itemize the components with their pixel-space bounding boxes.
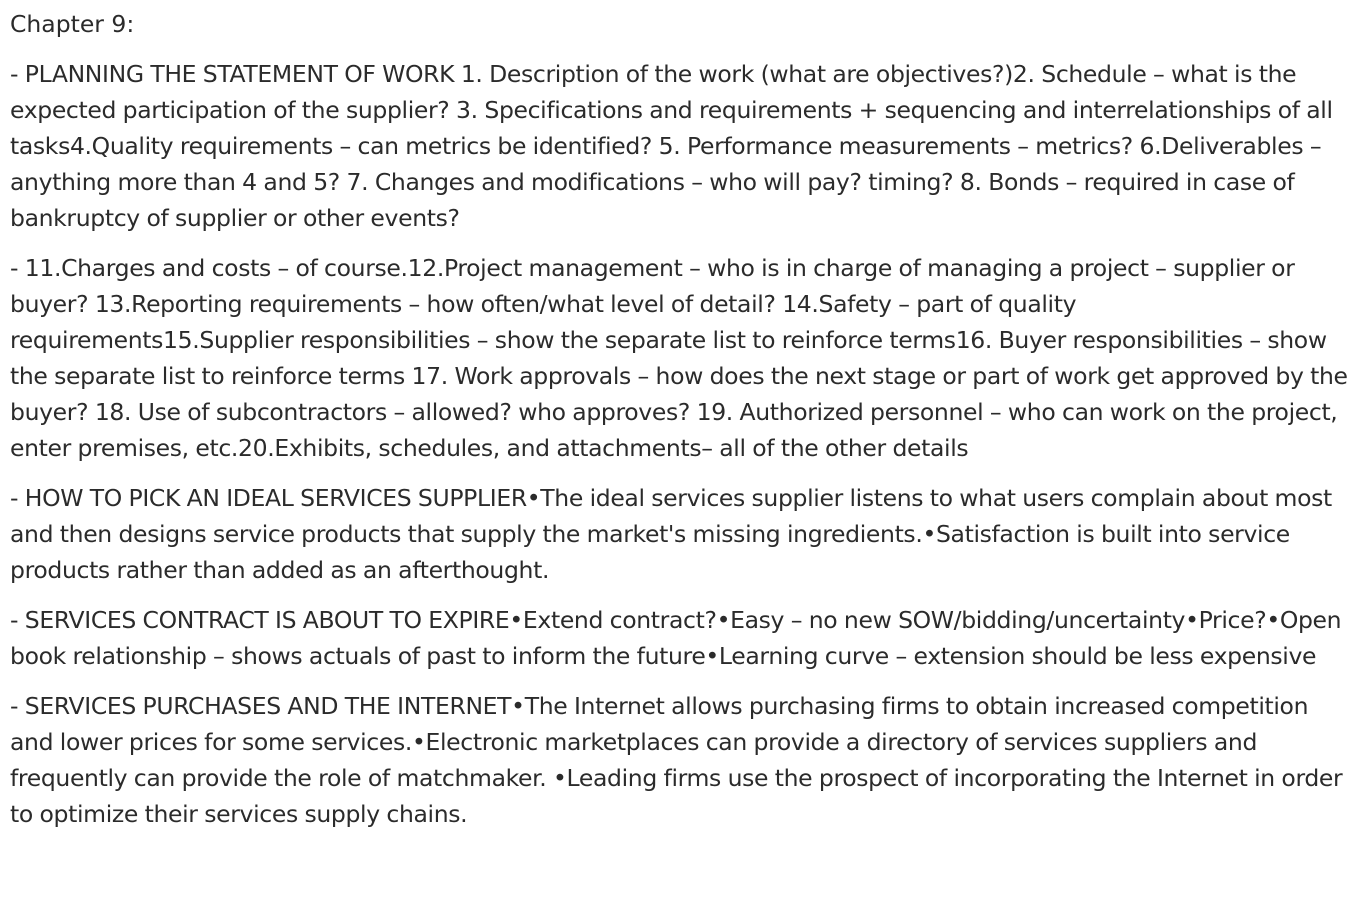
section-internet-purchases: - SERVICES PURCHASES AND THE INTERNET•The Internet allows purchasing firms to obtain increased competition and lower prices for some services.•Electronic marketplaces can provide a directory of services suppliers and frequently can provide the role of matchmaker. •Leading firms use the prospect of incorporating the Internet in order to optimize their services supply chains. xyxy=(10,692,1343,828)
section-sow-continued: - 11.Charges and costs – of course.12.Project management – who is in charge of managing a project – supplier or buyer? 13.Reporting requirements – how often/what level of detail? 14.Safety – part of quality requirements15.Supplier responsibilities – show the separate list to reinforce terms16. Buyer responsibilities – show the separate list to reinforce terms 17. Work approvals – how does the next stage or part of work get approved by the buyer? 18. Use of subcontractors – allowed? who approves? 19. Authorized personnel – who can work on the project, enter premises, etc.20.Exhibits, schedules, and attachments– all of the other details xyxy=(10,254,1348,462)
section-contract-expire: - SERVICES CONTRACT IS ABOUT TO EXPIRE•Extend contract?•Easy – no new SOW/bidding/uncertainty•Price?•Open book relationship – shows actuals of past to inform the future•Learning curve – extension should be less expensive xyxy=(10,606,1342,670)
chapter-title: Chapter 9: xyxy=(10,10,135,38)
section-ideal-supplier: - HOW TO PICK AN IDEAL SERVICES SUPPLIER•The ideal services supplier listens to what users complain about most and then designs service products that supply the market's missing ingredients.•Satisfaction is built into service products rather than added as an afterthought. xyxy=(10,484,1332,584)
section-planning-sow: - PLANNING THE STATEMENT OF WORK 1. Description of the work (what are objectives?)2. Schedule – what is the expected participation of the supplier? 3. Specifications and requirements + sequencing and interrelationships of all tasks4.Quality requirements – can metrics be identified? 5. Performance measurements – metrics? 6.Deliverables – anything more than 4 and 5? 7. Changes and modifications – who will pay? timing? 8. Bonds – required in case of bankruptcy of supplier or other events? xyxy=(10,60,1333,232)
